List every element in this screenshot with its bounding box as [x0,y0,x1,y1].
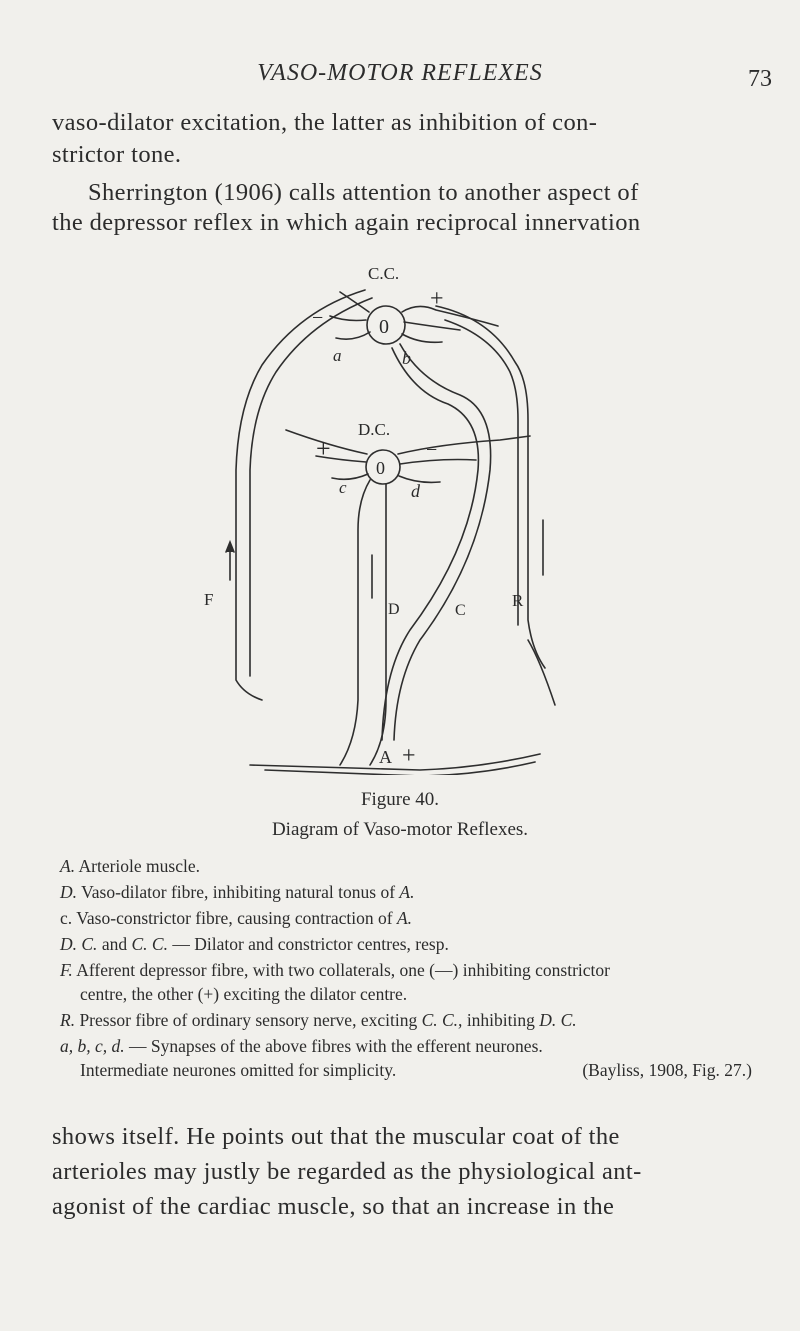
label-C: C [455,602,466,619]
cc-right-arcs [402,306,498,342]
legend-text: centre, the other (+) exciting the dilator centre. [80,984,408,1004]
afferent-arrowhead [226,542,234,552]
body-line: vaso-dilator excitation, the latter as inhibition of con- [52,109,598,136]
legend-text: Vaso-dilator fibre, inhibiting natural tonus of [77,882,400,902]
label-a: a [333,346,342,365]
legend-text: Intermediate neurones omitted for simplicity. [80,1060,397,1080]
figure-subtitle: Diagram of Vaso-motor Reflexes. [271,819,529,840]
legend-key: D. C. [539,1010,577,1030]
legend-text: Pressor fibre of ordinary sensory nerve, exciting [75,1010,422,1030]
legend-key: D. C. [60,934,98,954]
label-cc-zero: 0 [379,316,389,338]
label-F: F [204,590,214,609]
legend-text: — Dilator and constrictor centres, resp. [167,934,449,954]
label-A-plus: + [402,743,416,769]
legend-line-D [60,880,415,904]
page-number: 73 [748,66,772,92]
legend-text: — Synapses of the above fibres with the efferent neurones. [124,1036,543,1056]
legend-key: A. [399,882,415,902]
figure-title: Figure 40. [360,789,440,810]
legend-line-c [60,906,412,930]
body-line: agonist of the cardiac muscle, so that an increase in the [52,1193,615,1220]
legend-text: Arteriole muscle. [75,856,200,876]
vasomotor-reflex-diagram [0,255,800,775]
body-line: strictor tone. [52,141,182,168]
pressor-fibre-R [436,306,555,705]
label-dc-plus: + [316,434,331,463]
body-line: shows itself. He points out that the muscular coat of the [52,1123,620,1150]
legend-key: A. [60,856,76,876]
legend-key: a, b, c, d. [60,1036,125,1056]
legend-text: Afferent depressor fibre, with two collaterals, one (—) inhibiting constrictor [72,960,610,980]
label-c: c [339,478,347,497]
label-cc-minus: − [312,307,324,329]
legend-line-synapses [60,1034,543,1058]
legend-text: and [97,934,132,954]
legend-key: R. [60,1010,76,1030]
legend-line-note [80,1058,752,1082]
label-cc: C.C. [368,264,400,283]
legend-key: D. [60,882,78,902]
legend-line-R [60,1008,577,1032]
label-R: R [512,591,524,610]
label-A: A [379,747,392,767]
legend-key: F. [60,960,73,980]
vaso-constrictor-fibre-C [382,344,491,740]
legend-line-F [60,958,610,982]
label-d: d [411,481,420,501]
legend-line-F-cont [80,982,407,1006]
label-dc-minus: − [426,439,438,461]
body-line: Sherrington (1906) calls attention to another aspect of [88,179,639,206]
dc-right-arcs [398,436,530,482]
legend-text: Vaso-constrictor fibre, causing contraction of [72,908,397,928]
arteriole-A [250,754,540,775]
label-D: D [388,601,400,618]
running-head: VASO-MOTOR REFLEXES [257,60,543,86]
legend-key: c. [60,908,73,928]
legend-key: A. [396,908,413,928]
figure-citation: (Bayliss, 1908, Fig. 27.) [582,1060,752,1080]
body-line: the depressor reflex in which again reciprocal innervation [52,209,641,236]
afferent-fibre-F [236,290,372,700]
legend-key: C. C. [131,934,168,954]
label-dc: D.C. [358,420,391,439]
legend-line-dc-cc [60,932,449,956]
label-cc-plus: + [430,286,444,312]
vaso-dilator-fibre-D [340,480,386,765]
legend-text: inhibiting [462,1010,540,1030]
label-b: b [402,348,411,368]
label-dc-zero: 0 [376,458,385,478]
legend-key: C. C., [421,1010,463,1030]
body-line: arterioles may justly be regarded as the physiological ant- [52,1158,642,1185]
legend-line-A [60,854,200,878]
